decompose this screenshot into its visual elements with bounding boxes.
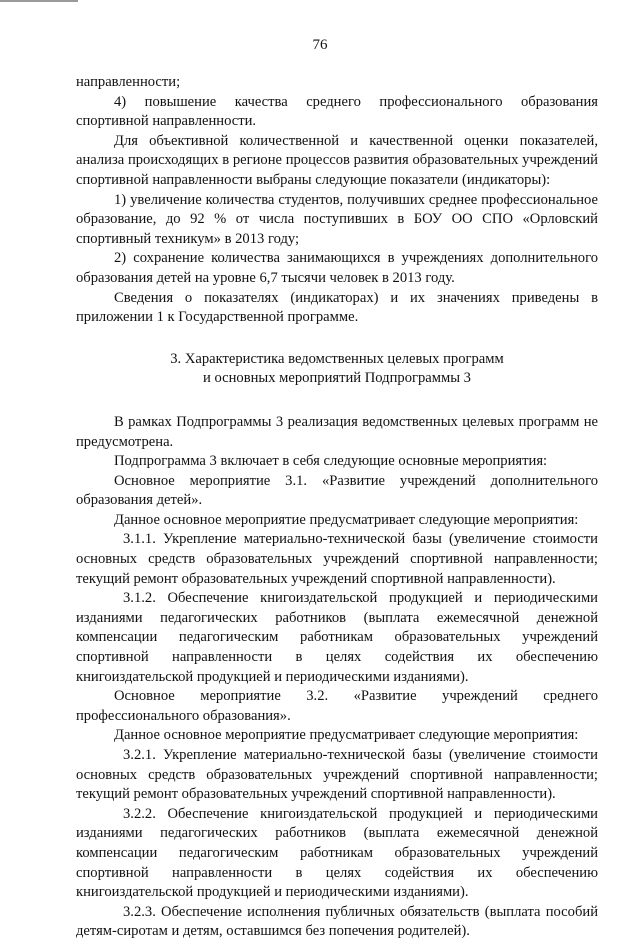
paragraph: Основное мероприятие 3.2. «Развитие учреждений среднего профессионального образования». xyxy=(76,688,598,724)
paragraph: Для объективной количественной и качественной оценки показателей, анализа происходящих в регионе процессов развития образовательных учреждений спортивной направленности выбраны следующие показатели (индикаторы): xyxy=(76,132,598,188)
section-heading-line: 3. Характеристика ведомственных целевых программ xyxy=(170,350,504,367)
scan-edge-mark xyxy=(0,0,78,2)
list-item: 2) сохранение количества занимающихся в учреждениях дополнительного образования детей на уровне 6,7 тысячи человек в 2013 году. xyxy=(76,250,598,286)
paragraph: направленности; xyxy=(76,74,181,90)
section-heading xyxy=(76,350,598,389)
paragraph: В рамках Подпрограммы 3 реализация ведомственных целевых программ не предусмотрена. xyxy=(76,413,598,450)
paragraph: Основное мероприятие 3.1. «Развитие учреждений дополнительного образования детей». xyxy=(76,472,598,509)
document-body xyxy=(76,73,598,942)
list-item: 3.1.1. Укрепление материально-технической базы (увеличение стоимости основных средств образовательных учреждений спортивной направленности; текущий ремонт образовательных учреждений спортивной направленности). xyxy=(76,531,598,587)
list-item: 4) повышение качества среднего профессионального образования спортивной направленности. xyxy=(76,93,598,130)
paragraph: Подпрограмма 3 включает в себя следующие основные мероприятия: xyxy=(114,453,548,470)
paragraph: Данное основное мероприятие предусматривает следующие мероприятия: xyxy=(114,727,579,744)
list-item: 1) увеличение количества студентов, получивших среднее профессиональное образование, до 92 % от числа поступивших в БОУ ОО СПО «Орловский спортивный техникум» в 2013 году; xyxy=(76,191,598,247)
list-item: 3.2.2. Обеспечение книгоиздательской продукцией и периодическими изданиями педагогических работников (выплата ежемесячной денежной компенсации педагогическим работникам образовательных учреждений спортивной направленности в целях содействия их обеспечению книгоиздательской продукцией и периодическими изданиями). xyxy=(76,805,598,901)
section-heading-line: и основных мероприятий Подпрограммы 3 xyxy=(203,370,471,387)
list-item: 3.2.1. Укрепление материально-технической базы (увеличение стоимости основных средств образовательных учреждений спортивной направленности; текущий ремонт образовательных учреждений спортивной направленности). xyxy=(76,747,598,803)
paragraph: Сведения о показателях (индикаторах) и их значениях приведены в приложении 1 к Государственной программе. xyxy=(76,289,598,326)
paragraph: Данное основное мероприятие предусматривает следующие мероприятия: xyxy=(114,511,579,528)
page-number: 76 xyxy=(312,37,328,53)
list-item: 3.1.2. Обеспечение книгоиздательской продукцией и периодическими изданиями педагогических работников (выплата ежемесячной денежной компенсации педагогическим работникам образовательных учреждений спортивной направленности в целях содействия их обеспечению книгоиздательской продукцией и периодическими изданиями). xyxy=(76,590,598,685)
list-item: 3.2.3. Обеспечение исполнения публичных обязательств (выплата пособий детям-сиротам и детям, оставшимся без попечения родителей). xyxy=(76,903,598,940)
